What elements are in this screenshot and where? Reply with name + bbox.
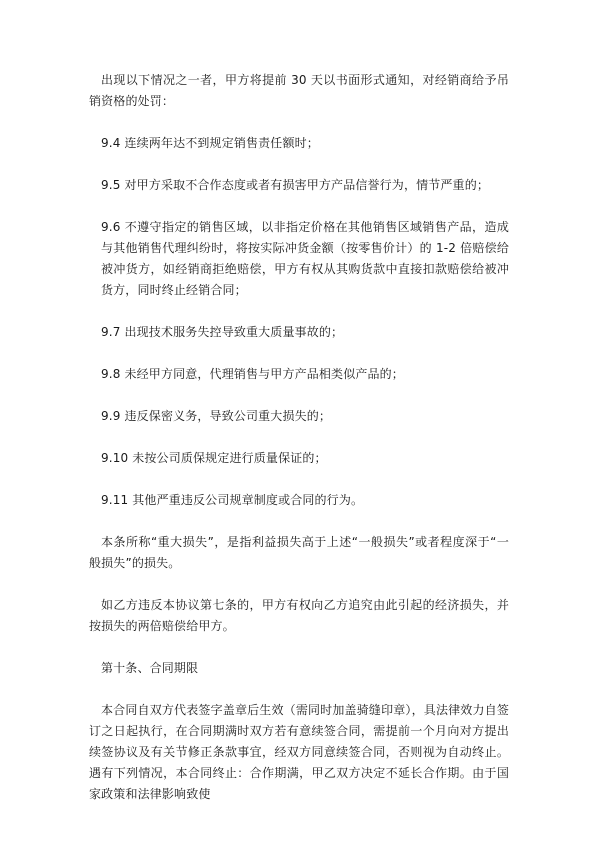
paragraph-gap [89,154,509,175]
clause-9-10: 9.10 未按公司质保规定进行质量保证的； [101,451,327,465]
paragraph-gap [89,574,509,595]
clause-9-8: 9.8 未经甲方同意，代理销售与甲方产品相类似产品的； [101,367,404,381]
clause-9-7: 9.7 出现技术服务失控导致重大质量事故的； [101,325,344,339]
paragraph-breach-compensation: 如乙方违反本协议第七条的，甲方有权向乙方追究由此引起的经济损失，并按损失的两倍赔偿给甲方。 [89,598,509,633]
section-heading-contract-term: 第十条、合同期限 [101,661,199,675]
paragraph-gap [89,427,509,448]
paragraph-contract-term: 本合同自双方代表签字盖章后生效（需同时加盖骑缝印章），具法律效力自签订之日起执行，在合同期满时双方若有意续签合同，需提前一个月向对方提出续签协议及有关节修正条款事宜，经双方同意续签合同，否则视为自动终止。遇有下列情况，本合同终止：合作期满，甲乙双方决定不延长合作期。由于国家政策和法律影响致使 [89,703,509,801]
document-body [89,70,509,805]
clause-9-4: 9.4 连续两年达不到规定销售责任额时； [101,136,319,150]
paragraph-gap [89,196,509,217]
paragraph-gap [89,637,509,658]
paragraph-gap [89,385,509,406]
clause-9-5: 9.5 对甲方采取不合作态度或者有损害甲方产品信誉行为，情节严重的； [101,178,490,192]
clause-9-9: 9.9 违反保密义务，导致公司重大损失的； [101,409,332,423]
clause-9-11: 9.11 其他严重违反公司规章制度或合同的行为。 [101,493,364,507]
paragraph-revocation-intro: 出现以下情况之一者，甲方将提前 30 天以书面形式通知，对经销商给予吊销资格的处罚： [89,73,509,108]
paragraph-gap [89,343,509,364]
paragraph-gap [89,301,509,322]
paragraph-gap [89,679,509,700]
paragraph-gap [89,112,509,133]
paragraph-gap [89,469,509,490]
clause-9-6: 9.6 不遵守指定的销售区域，以非指定价格在其他销售区域销售产品，造成与其他销售代理纠纷时，将按实际冲货金额（按零售价计）的 1-2 倍赔偿给被冲货方，如经销商拒绝赔偿，甲方有权从其购货款中直接扣款赔偿给被冲货方，同时终止经销合同； [101,220,509,297]
paragraph-major-loss-definition: 本条所称“重大损失”，是指利益损失高于上述“一般损失”或者程度深于“一般损失”的损失。 [89,535,509,570]
paragraph-gap [89,511,509,532]
